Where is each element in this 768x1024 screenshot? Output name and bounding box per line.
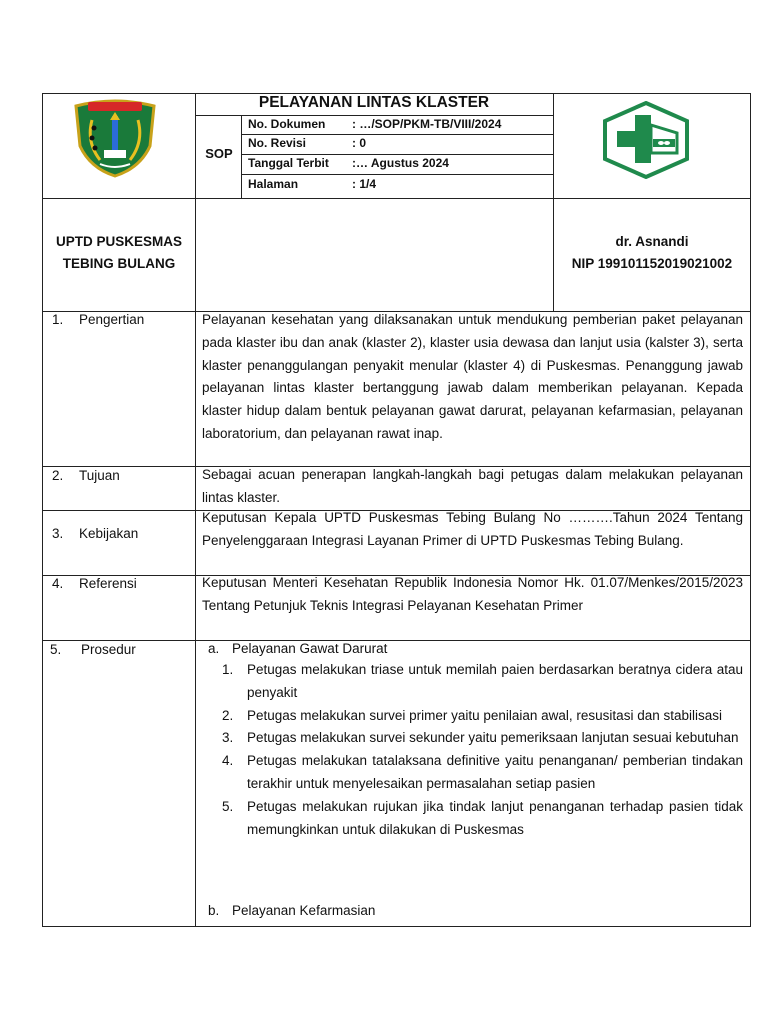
list-item: 3. Petugas melakukan survei sekunder yaitu pemeriksaan lanjutan sesuai kebutuhan <box>222 730 739 746</box>
organization-name-line2: TEBING BULANG <box>62 256 176 271</box>
list-item: 1. Petugas melakukan triase untuk memilah paien berdasarkan beratnya cidera atau penyakit <box>222 662 743 700</box>
sop-label: SOP <box>205 146 233 161</box>
section-text-tujuan: Sebagai acuan penerapan langkah-langkah bagi petugas dalam melakukan pelayanan lintas klaster. <box>202 467 743 505</box>
section-label-tujuan: 2. Tujuan <box>52 468 120 483</box>
meta-key-document-number: No. Dokumen <box>248 117 326 131</box>
meta-key-issue-date: Tanggal Terbit <box>248 156 329 170</box>
meta-key-page: Halaman <box>248 177 299 191</box>
signer-name: dr. Asnandi <box>615 234 689 249</box>
meta-value-issue-date: :… Agustus 2024 <box>352 156 449 170</box>
prosedur-steps-list <box>222 659 743 841</box>
signer-nip: NIP 199101152019021002 <box>571 256 733 271</box>
list-item: 2. Petugas melakukan survei primer yaitu penilaian awal, resusitasi dan stabilisasi <box>222 707 722 723</box>
meta-value-page: : 1/4 <box>352 177 377 191</box>
section-label-prosedur: 5. Prosedur <box>50 642 136 657</box>
organization-name-line1: UPTD PUSKESMAS <box>55 234 182 249</box>
section-text-kebijakan: Keputusan Kepala UPTD Puskesmas Tebing Bulang No ……….Tahun 2024 Tentang Penyelenggaraan Integrasi Layanan Primer di UPTD Puskesmas Tebing Bulang. <box>202 510 743 548</box>
list-item: 5. Petugas melakukan rujukan jika tindak lanjut penanganan terhadap pasien tidak memungkinkan untuk dilakukan di Puskesmas <box>222 798 743 837</box>
document-title: PELAYANAN LINTAS KLASTER <box>258 94 490 111</box>
section-label-kebijakan: 3. Kebijakan <box>52 526 139 541</box>
section-label-pengertian: 1. Pengertian <box>52 312 145 327</box>
section-text-referensi: Keputusan Menteri Kesehatan Republik Indonesia Nomor Hk. 01.07/Menkes/2015/2023 Tentang Petunjuk Teknis Integrasi Pelayanan Kesehatan Primer <box>202 575 743 613</box>
prosedur-subsection-a: a. Pelayanan Gawat Darurat <box>208 641 388 656</box>
meta-key-revision: No. Revisi <box>248 136 307 150</box>
section-label-referensi: 4. Referensi <box>52 576 137 591</box>
prosedur-subsection-b: b. Pelayanan Kefarmasian <box>208 903 376 918</box>
meta-value-revision: : 0 <box>352 136 367 150</box>
section-text-pengertian: Pelayanan kesehatan yang dilaksanakan untuk mendukung pemberian paket pelayanan pada klaster ibu dan anak (klaster 2), klaster usia dewasa dan lanjut usia (kalster 3), serta klaster penanggulangan penyakit menular (klaster 4) di Puskesmas. Penanggung jawab pelayanan lintas klaster bertanggung jawab dalam memberikan pelayanan. Kepada klaster hidup dalam bentuk pelayanan gawat darurat, pelayanan kefarmasian, pelayanan laboratorium, dan pelayanan rawat inap. <box>202 312 743 441</box>
meta-value-document-number: : …/SOP/PKM-TB/VIII/2024 <box>352 117 502 131</box>
list-item: 4. Petugas melakukan tatalaksana definitive yaitu penanganan/ pemberian tindakan terakhir untuk menyelesaikan permasalahan setiap pasien <box>222 753 743 791</box>
puskesmas-logo <box>601 101 691 179</box>
regional-emblem-logo <box>70 98 160 180</box>
